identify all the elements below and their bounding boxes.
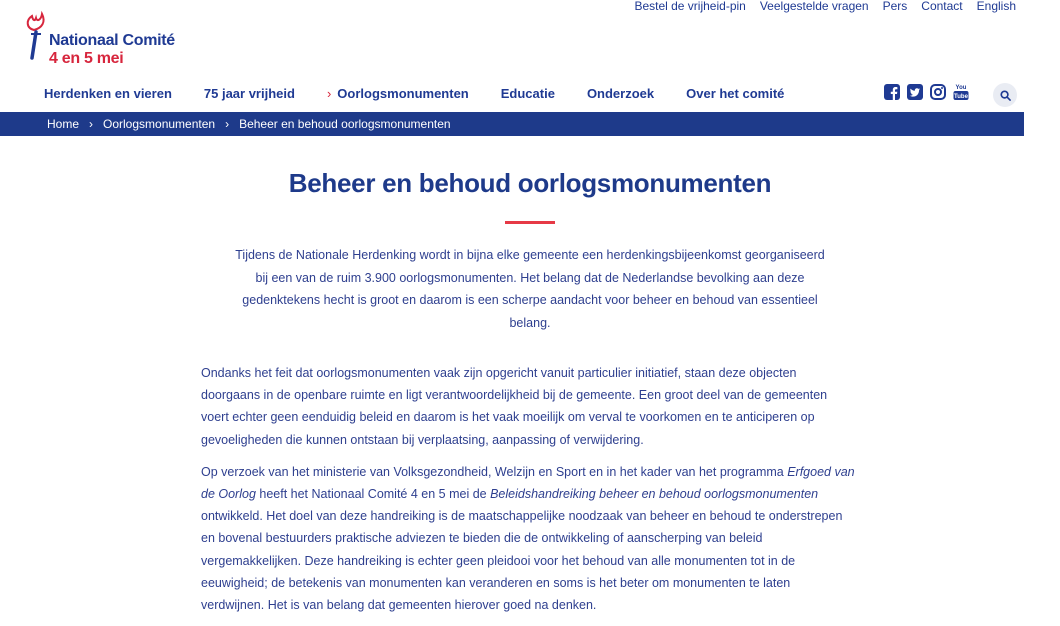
nav-75-jaar[interactable]: 75 jaar vrijheid [203,86,295,101]
intro-text: Tijdens de Nationale Herdenking wordt in bijna elke gemeente een herdenkingsbijeenkomst georganiseerd bij een van de ruim 3.900 oorlogsmonumenten. Het belang dat de Nederlandse bevolking aan deze gedenktekens hecht is groot en daarom is een scherpe aandacht voor beheer en behoud van essentieel belang. [235,248,825,330]
instagram-icon[interactable] [930,84,946,100]
breadcrumb-oorlogsmonumenten[interactable]: Oorlogsmonumenten [103,117,216,131]
social-links [884,84,969,101]
nav-herdenken[interactable]: Herdenken en vieren [44,86,172,101]
facebook-icon[interactable] [884,84,900,100]
title-divider [505,221,555,224]
paragraph-1: Ondanks het feit dat oorlogsmonumenten vaak zijn opgericht vanuit particulier initiatief, staan deze objecten doorgaans in de openbare ruimte en ligt verantwoordelijkheid bij de gemeente. Een groot deel van de gemeenten voert echter geen eenduidig beleid en daarom is het vaak moeilijk om verval te voorkomen en te anticiperen op gevoeligheden die kunnen ontstaan bij verplaatsing, aanpassing of verwijdering. [201,366,828,447]
svg-text:Tube: Tube [954,94,968,100]
nav-over-comite[interactable]: Over het comité [686,86,785,101]
article-body [201,362,855,626]
site-logo[interactable] [22,12,202,68]
search-button[interactable] [993,83,1017,107]
nav-oorlogsmonumenten-label: Oorlogsmonumenten [337,86,469,101]
paragraph-2: Op verzoek van het ministerie van Volksgezondheid, Welzijn en Sport en in het kader van het programma Erfgoed van de Oorlog heeft het Nationaal Comité 4 en 5 mei de Beleidshandreiking beheer en behoud oorlogsmonumenten ontwikkeld. Het doel van deze handreiking is de maatschappelijke noodzaak van beheer en behoud te onderstrepen en bovenal bestuurders praktische adviezen te bieden die de ontwikkeling of aanscherping van beleid vergemakkelijken. Deze handreiking is echter geen pleidooi voor het behoud van alle monumenten tot in de eeuwigheid; de betekenis van monumenten kan veranderen en soms is het beter om monumenten te laten verdwijnen. Het is van belang dat gemeenten hierover goed na denken. [201,464,855,613]
italic-erfgoed: Erfgoed van de Oorlog [201,464,855,502]
search-icon [1000,90,1011,101]
link-english[interactable]: English [976,0,1016,13]
italic-handreiking: Beleidshandreiking beheer en behoud oorlogsmonumenten [490,487,819,502]
nav-onderzoek[interactable]: Onderzoek [586,86,655,101]
youtube-icon[interactable] [953,83,969,101]
link-faq[interactable]: Veelgestelde vragen [759,0,869,13]
link-contact[interactable]: Contact [921,0,963,13]
utility-nav [634,0,1016,14]
breadcrumb-current: Beheer en behoud oorlogsmonumenten [239,117,451,131]
nav-educatie[interactable]: Educatie [500,86,555,101]
page-title: Beheer en behoud oorlogsmonumenten [288,168,772,198]
breadcrumb-home[interactable]: Home [47,117,80,131]
main-nav [44,86,784,101]
svg-text:You: You [955,85,967,91]
active-chevron-icon: › [326,86,332,101]
logo-line-2: 4 en 5 mei [49,50,124,67]
breadcrumb-separator: › [89,117,94,131]
link-vrijheid-pin[interactable]: Bestel de vrijheid-pin [634,0,746,13]
torch-flame-icon [22,12,50,62]
nav-oorlogsmonumenten[interactable] [327,86,469,101]
logo-line-1: Nationaal Comité [49,32,175,49]
link-pers[interactable]: Pers [882,0,908,13]
twitter-icon[interactable] [907,84,923,100]
breadcrumb [0,112,1024,136]
breadcrumb-separator: › [225,117,230,131]
